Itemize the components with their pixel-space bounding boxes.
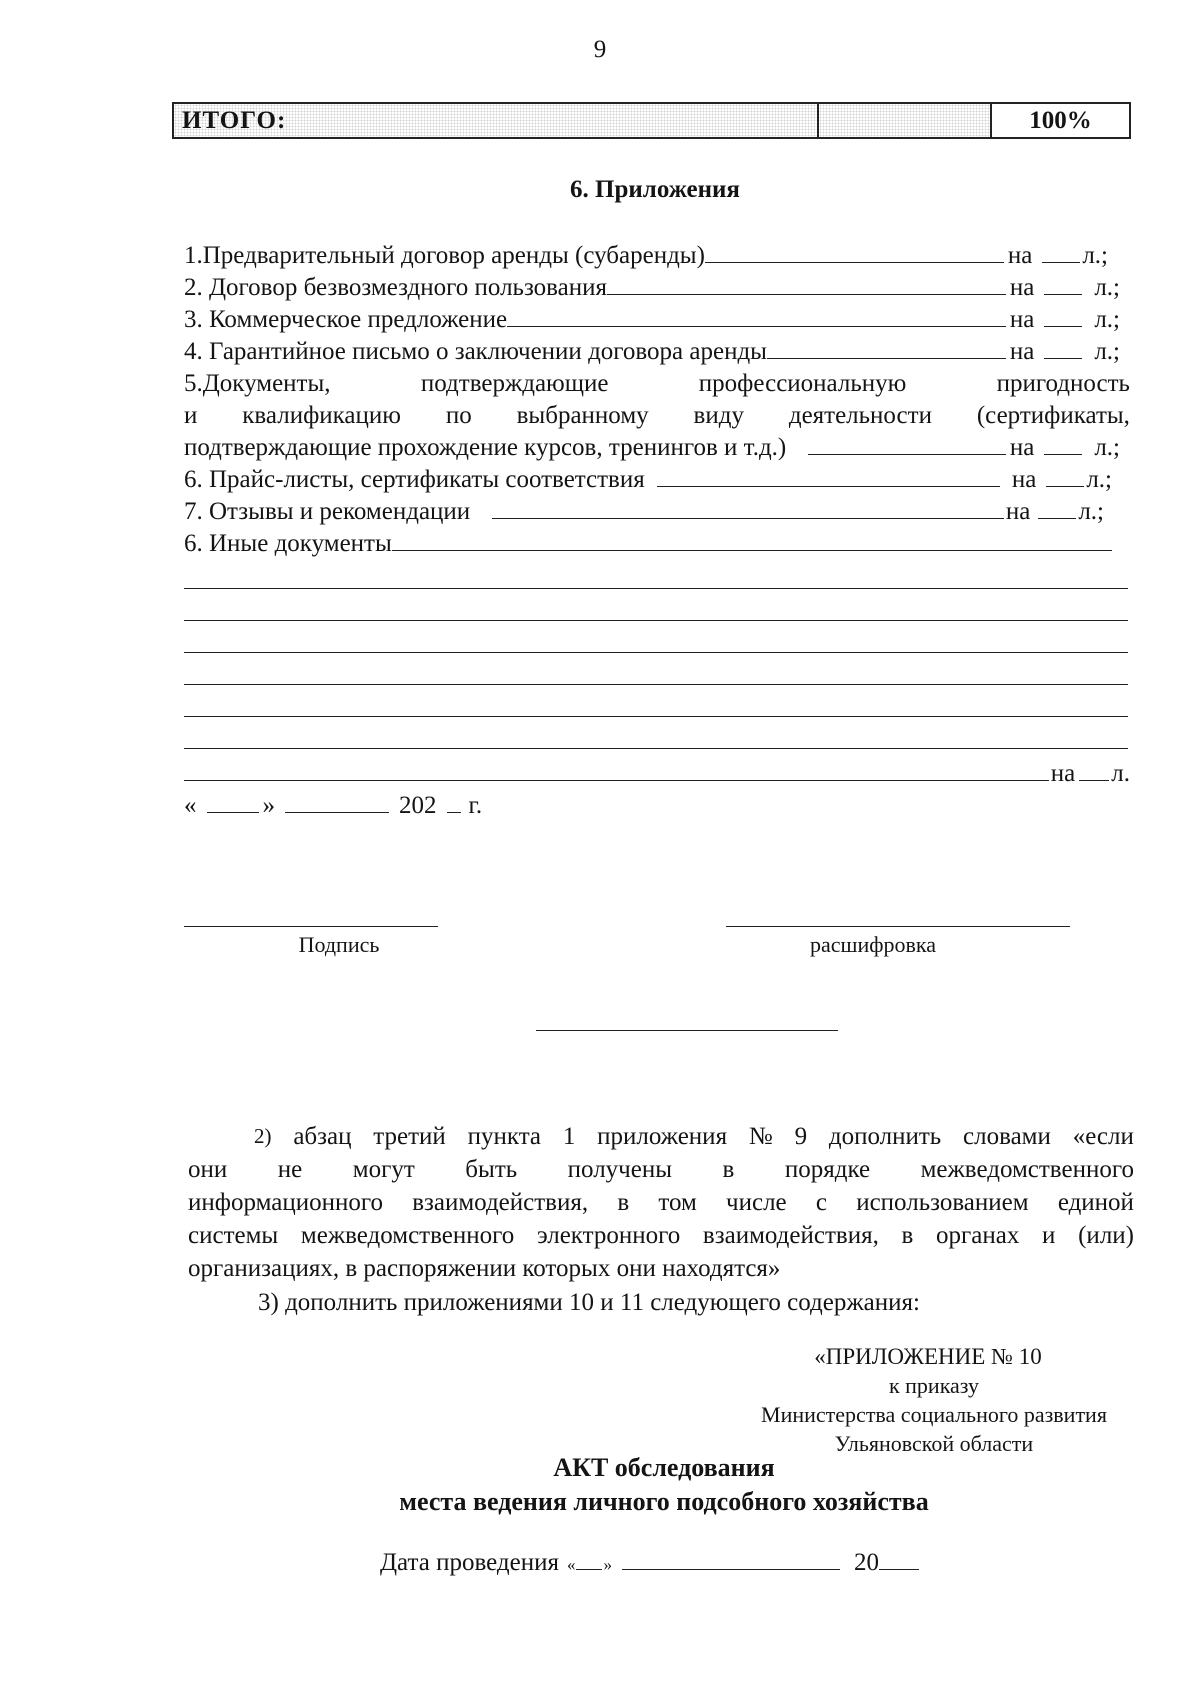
word: «если [1072,1123,1134,1150]
annex-item-text: 4. Гарантийное письмо о заключении договора аренды [184,338,767,365]
annex-item-na: на [1011,466,1037,493]
word: приложения [597,1123,728,1150]
word: № [748,1123,773,1150]
pages-blank[interactable] [1079,759,1109,781]
blank-field[interactable] [705,241,1004,263]
word: квалификацию [242,402,401,429]
blank-field[interactable] [392,529,1112,551]
annex-header-title: «ПРИЛОЖЕНИЕ № 10 [814,1344,1042,1369]
pages-blank[interactable] [1046,465,1084,487]
total-value: 100% [990,104,1129,137]
word: 9 [794,1123,808,1150]
date-line [184,790,584,822]
word: третий [373,1123,446,1150]
word: не [277,1156,303,1183]
section-title: 6. Приложения [570,176,740,203]
word: использованием [856,1189,1029,1216]
annex-item-na: на [1005,498,1031,525]
day-blank[interactable] [576,1548,602,1570]
final-annex-line [184,758,1130,790]
pages-blank[interactable] [1044,305,1082,327]
word: взаимодействия, [412,1189,589,1216]
word: 1 [562,1123,576,1150]
month-blank[interactable] [285,791,389,813]
blank-line[interactable] [536,1030,838,1031]
annex-item [184,304,1130,336]
pages-blank[interactable] [1044,273,1082,295]
signature-line[interactable] [184,926,438,927]
word: и [1042,1222,1056,1249]
blank-line[interactable] [184,588,1128,589]
blank-field[interactable] [184,759,1049,781]
blank-line[interactable] [184,748,1128,749]
blank-field[interactable] [507,305,1006,327]
blank-line[interactable] [184,652,1128,653]
pages-blank[interactable] [1042,241,1080,263]
word: быть [465,1156,518,1183]
close-quote: » [603,1555,612,1574]
blank-line[interactable] [184,620,1128,621]
paragraph-line: организациях, в распоряжении которых они находятся» [188,1255,781,1282]
annex-header [724,1342,1144,1458]
annex-item-text: 6. Иные документы [184,530,392,557]
annex-item [184,464,1130,496]
total-label: ИТОГО: [182,106,287,134]
annex-item [184,240,1130,272]
word: единой [1057,1189,1134,1216]
year-blank[interactable] [879,1548,919,1570]
blank-field[interactable] [808,433,1006,455]
annex-item-text: 6. Прайс-листы, сертификаты соответствия [184,466,645,493]
annex-item-text: 1.Предварительный договор аренды (субаренды) [184,242,705,269]
word: в [617,1189,630,1216]
annex-item-suffix: л.; [1082,242,1108,269]
word: получены [567,1156,673,1183]
act-date-line [380,1548,919,1577]
annex-item-suffix: л.; [1078,498,1104,525]
close-quote: » [262,792,275,819]
annex-item-na: на [1009,338,1035,365]
year-prefix: 20 [853,1549,879,1576]
annex-item-5-line-1 [184,368,1130,400]
act-subtitle: места ведения личного подсобного хозяйства [399,1487,929,1516]
annex-item-suffix: л.; [1094,434,1120,461]
annex-item-text: 2. Договор безвозмездного пользования [184,274,607,301]
annex-item-text: 7. Отзывы и рекомендации [184,498,471,525]
annex-item [184,528,1130,560]
blank-field[interactable] [767,337,1006,359]
paragraph-3: 3) дополнить приложениями 10 и 11 следующего содержания: [258,1289,920,1316]
decoding-label: расшифровка [809,932,936,957]
annex-header-line: Министерства социального развития [761,1402,1107,1427]
annex-item-na: на [1007,242,1033,269]
paragraph-2 [188,1120,1134,1285]
word: (сертификаты, [976,402,1130,429]
word: межведомственного [920,1156,1134,1183]
annex-item-na: на [1009,274,1035,301]
word: виду [693,402,744,429]
word: выбранному [516,402,649,429]
total-middle-cell [817,104,990,137]
blank-line[interactable] [184,684,1128,685]
word: взаимодействия, [702,1222,879,1249]
word: (или) [1078,1222,1134,1249]
page-number: 9 [593,36,607,63]
annex-item [184,336,1130,368]
total-row [172,102,1131,139]
word: профессиональную [698,370,907,397]
signature-label: Подпись [298,932,380,957]
blank-field[interactable] [492,497,1004,519]
word: с [815,1189,827,1216]
annex-item [184,496,1130,528]
annex-header-line: к приказу [888,1373,980,1398]
word: по [445,402,472,429]
paragraph-number: 2) [254,1124,272,1148]
annex-item-na: на [1050,760,1076,787]
annex-item-text: подтверждающие прохождение курсов, тренингов и т.д.) [184,434,787,461]
word: порядке [784,1156,871,1183]
year-blank[interactable] [447,791,461,813]
annex-item-suffix: л.; [1086,466,1112,493]
word: 5.Документы, [184,370,331,397]
annex-item-suffix: л. [1111,760,1130,787]
word: и [184,402,198,429]
annex-item-suffix: л.; [1094,306,1120,333]
word: в [901,1222,914,1249]
word: пункта [467,1123,542,1150]
word: могут [352,1156,415,1183]
word: межведомственного [300,1222,515,1249]
act-title: АКТ обследования [553,1453,775,1482]
pages-blank[interactable] [1044,337,1082,359]
word: пригодность [996,370,1130,397]
act-date-label: Дата проведения [380,1549,559,1576]
annex-item-suffix: л.; [1094,274,1120,301]
blank-field[interactable] [607,273,1006,295]
pages-blank[interactable] [1044,433,1082,455]
decoding-line[interactable] [726,926,1070,927]
annex-item-5-line-3 [184,432,1130,464]
word: органах [936,1222,1020,1249]
open-quote: « [566,1555,576,1574]
word: в [722,1156,735,1183]
annex-item-suffix: л.; [1094,338,1120,365]
annex-item-5-line-2 [184,400,1130,432]
word: они [188,1156,228,1183]
blank-line[interactable] [184,716,1128,717]
annex-header-line: Ульяновской области [834,1431,1034,1456]
year-text: 202 [399,792,437,819]
word: системы [188,1222,279,1249]
pages-blank[interactable] [1038,497,1076,519]
word: абзац [293,1123,352,1150]
month-blank[interactable] [622,1548,840,1570]
word: числе [726,1189,787,1216]
word: дополнить [828,1123,942,1150]
day-blank[interactable] [207,791,259,813]
word: том [658,1189,697,1216]
word: электронного [536,1222,681,1249]
word: деятельности [788,402,932,429]
year-suffix: г. [468,792,483,819]
open-quote: « [184,792,197,819]
word: подтверждающие [420,370,609,397]
annex-item-text: 3. Коммерческое предложение [184,306,508,333]
word: словами [963,1123,1051,1150]
word: информационного [188,1189,383,1216]
annex-item-na: на [1009,434,1035,461]
annex-item [184,272,1130,304]
annex-item-na: на [1009,306,1035,333]
blank-field[interactable] [657,465,1000,487]
